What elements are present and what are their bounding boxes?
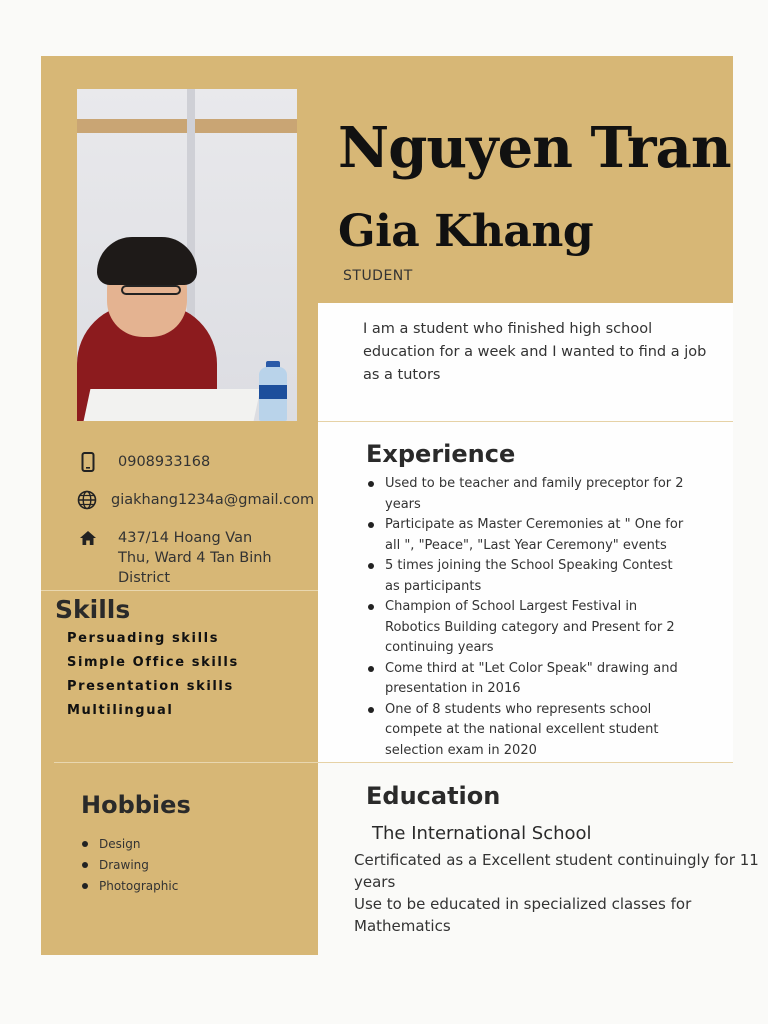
skill-item: Persuading skills: [67, 631, 220, 646]
hobbies-heading: Hobbies: [81, 791, 191, 819]
contact-phone-row: [78, 452, 210, 472]
role-label: STUDENT: [343, 268, 413, 284]
contact-email-row: [77, 490, 314, 510]
skill-item: Simple Office skills: [67, 655, 239, 670]
divider-about: [318, 421, 733, 422]
bullet-icon: [82, 862, 88, 868]
experience-item: Champion of School Largest Festival in Robotics Building category and Present for 2 continuing years: [368, 597, 688, 659]
education-line: Use to be educated in specialized classes for Mathematics: [354, 895, 692, 935]
hobby-item: Drawing: [82, 854, 178, 875]
hobbies-list: [82, 833, 178, 896]
contact-address-row: [78, 528, 298, 588]
name-first-line: Nguyen Tran: [338, 115, 731, 181]
skill-item: Presentation skills: [67, 679, 234, 694]
bullet-icon: [368, 666, 374, 672]
divider-experience: [318, 762, 733, 763]
skills-heading: Skills: [55, 595, 131, 624]
education-details: [354, 849, 762, 937]
skill-item: Multilingual: [67, 703, 174, 718]
profile-photo: [77, 89, 297, 421]
about-text: I am a student who finished high school education for a week and I wanted to find a job as a tutors: [363, 321, 707, 383]
bullet-icon: [82, 883, 88, 889]
name-second-line: Gia Khang: [338, 206, 594, 257]
bullet-icon: [368, 604, 374, 610]
experience-item: Used to be teacher and family preceptor for 2 years: [368, 474, 688, 515]
photo-hair: [97, 237, 197, 285]
photo-bottle-label: [259, 385, 287, 399]
experience-item: Come third at "Let Color Speak" drawing and presentation in 2016: [368, 659, 688, 700]
phone-icon: [78, 452, 98, 472]
education-heading: Education: [366, 782, 501, 810]
education-school: The International School: [372, 823, 592, 844]
experience-heading: Experience: [366, 440, 516, 468]
divider-contact: [41, 590, 318, 591]
bullet-icon: [368, 707, 374, 713]
experience-list: [368, 474, 688, 761]
contact-email[interactable]: giakhang1234a@gmail.com: [111, 492, 315, 508]
home-icon: [78, 528, 98, 548]
experience-item: 5 times joining the School Speaking Contest as participants: [368, 556, 688, 597]
education-line: Certificated as a Excellent student continuingly for 11 years: [354, 851, 759, 891]
skills-list: [67, 630, 239, 726]
hobby-item: Design: [82, 833, 178, 854]
experience-item: Participate as Master Ceremonies at " One for all ", "Peace", "Last Year Ceremony" events: [368, 515, 688, 556]
divider-skills: [54, 762, 318, 763]
contact-address: 437/14 Hoang Van Thu, Ward 4 Tan Binh District: [118, 530, 272, 586]
globe-icon: [77, 490, 97, 510]
photo-papers: [84, 389, 261, 421]
bullet-icon: [368, 481, 374, 487]
photo-glasses: [121, 285, 181, 295]
contact-phone[interactable]: 0908933168: [118, 454, 211, 470]
hobby-item: Photographic: [82, 875, 178, 896]
bullet-icon: [368, 522, 374, 528]
bullet-icon: [82, 841, 88, 847]
bullet-icon: [368, 563, 374, 569]
experience-item: One of 8 students who represents school compete at the national excellent student selection exam in 2020: [368, 700, 688, 762]
